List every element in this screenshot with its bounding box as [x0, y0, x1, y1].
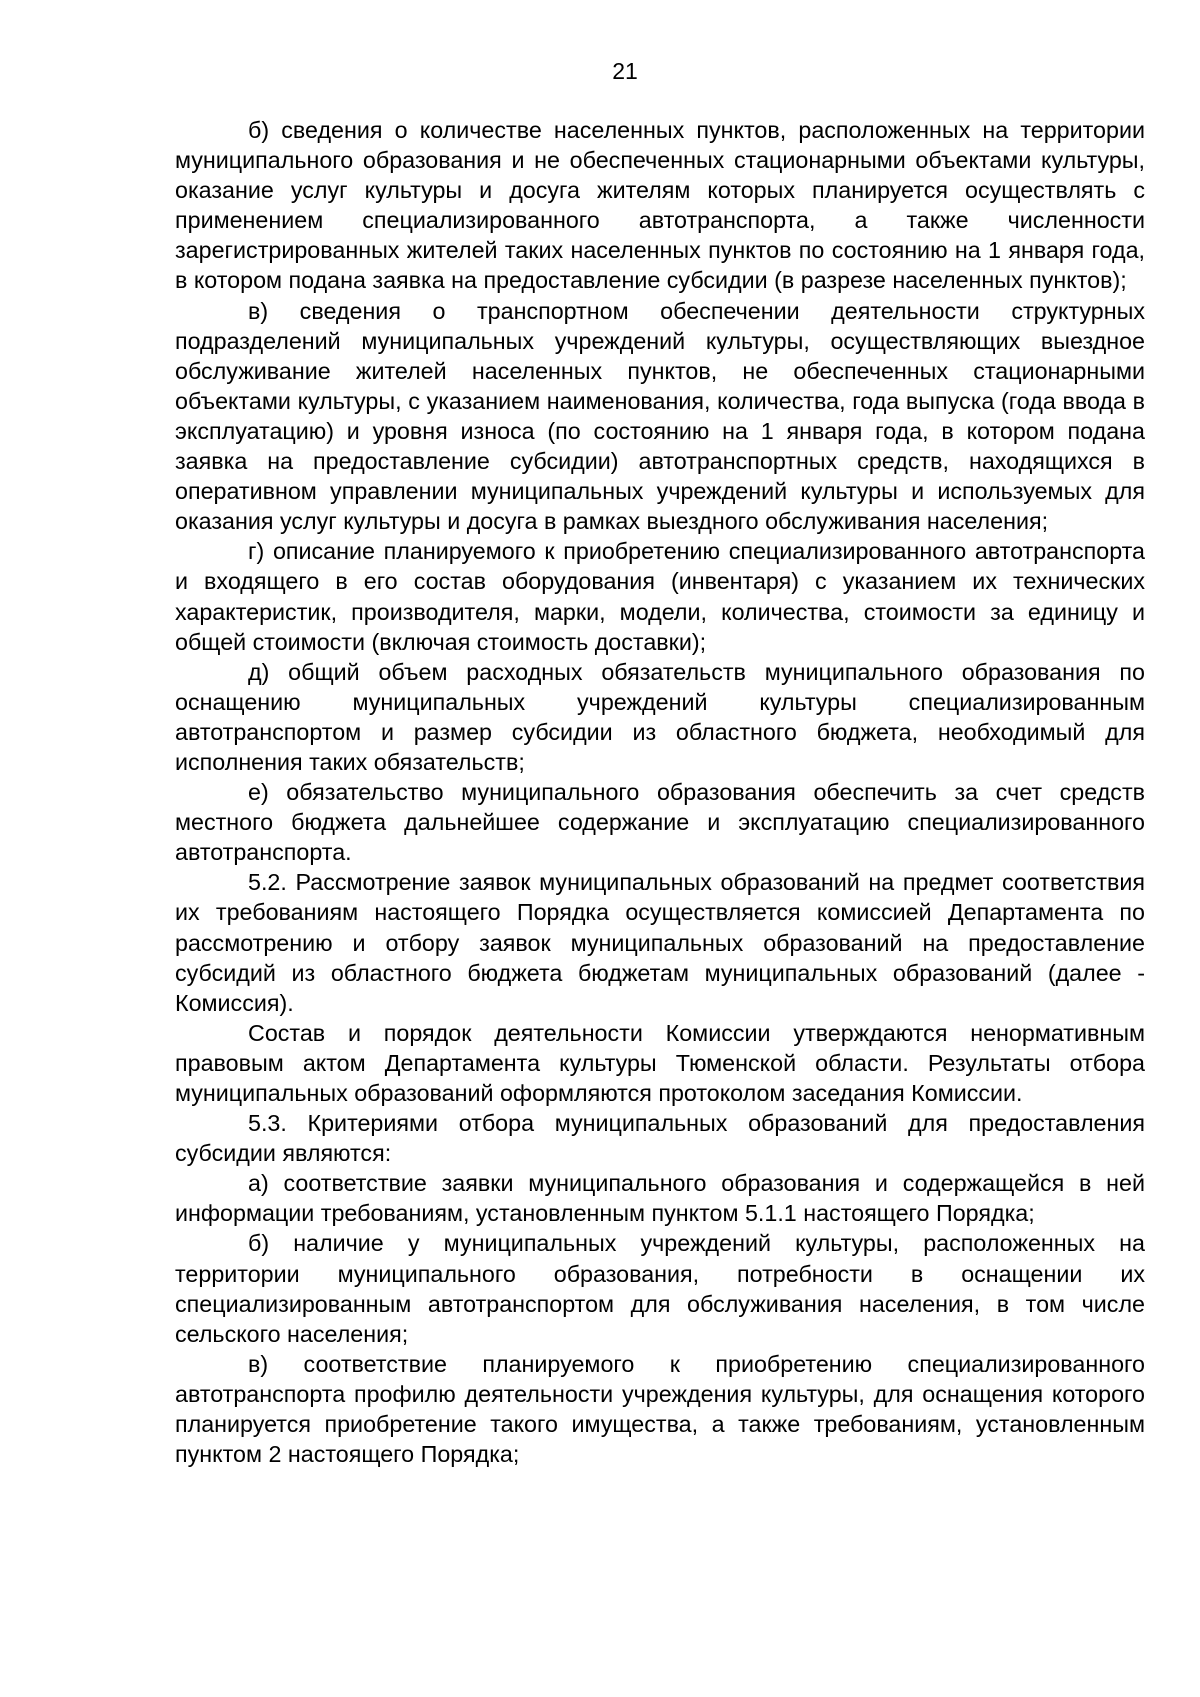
paragraph-v-profile: в) соответствие планируемого к приобретению специализированного автотранспорта профилю деятельности учреждения культуры, для оснащения которого планируется приобретение такого имущества, а также требованиям, установленным пунктом 2 настоящего Порядка; — [175, 1350, 1145, 1468]
paragraph-a-compliance: а) соответствие заявки муниципального образования и содержащейся в ней информации требованиям, установленным пунктом 5.1.1 настоящего Порядка; — [175, 1170, 1145, 1227]
paragraph-g-description: г) описание планируемого к приобретению специализированного автотранспорта и входящего в его состав оборудования (инвентаря) с указанием их технических характеристик, производителя, марки, модели, количества, стоимости за единицу и общей стоимости (включая стоимость доставки); — [175, 538, 1145, 655]
paragraph-5-2-review: 5.2. Рассмотрение заявок муниципальных образований на предмет соответствия их требованиям настоящего Порядка осуществляется комиссией Департамента по рассмотрению и отбору заявок муниципальных образований на предоставление субсидий из областного бюджета бюджетам муниципальных образований (далее - Комиссия). — [175, 869, 1145, 1016]
paragraph-b-settlements: б) сведения о количестве населенных пунктов, расположенных на территории муниципального образования и не обеспеченных стационарными объектами культуры, оказание услуг культуры и досуга жителям которых планируется осуществлять с применением специализированного автотранспорта, а также численности зарегистрированных жителей таких населенных пунктов по состоянию на 1 января года, в котором подана заявка на предоставление субсидии (в разрезе населенных пунктов); — [175, 117, 1145, 294]
paragraph-b-need: б) наличие у муниципальных учреждений культуры, расположенных на территории муниципального образования, потребности в оснащении их специализированным автотранспортом для обслуживания населения, в том числе сельского населения; — [175, 1230, 1145, 1347]
page-number: 21 — [612, 58, 638, 84]
paragraph-commission-composition: Состав и порядок деятельности Комиссии утверждаются ненормативным правовым актом Департамента культуры Тюменской области. Результаты отбора муниципальных образований оформляются протоколом заседания Комиссии. — [175, 1019, 1145, 1106]
document-body — [175, 115, 1145, 1469]
paragraph-5-3-criteria: 5.3. Критериями отбора муниципальных образований для предоставления субсидии являются: — [175, 1110, 1145, 1167]
paragraph-e-obligation: е) обязательство муниципального образования обеспечить за счет средств местного бюджета дальнейшее содержание и эксплуатацию специализированного автотранспорта. — [175, 779, 1145, 866]
paragraph-d-obligations-volume: д) общий объем расходных обязательств муниципального образования по оснащению муниципальных учреждений культуры специализированным автотранспортом и размер субсидии из областного бюджета, необходимый для исполнения таких обязательств; — [175, 658, 1145, 775]
paragraph-v-transport: в) сведения о транспортном обеспечении деятельности структурных подразделений муниципальных учреждений культуры, осуществляющих выездное обслуживание жителей населенных пунктов, не обеспеченных стационарными объектами культуры, с указанием наименования, количества, года выпуска (года ввода в эксплуатацию) и уровня износа (по состоянию на 1 января года, в котором подана заявка на предоставление субсидии) автотранспортных средств, находящихся в оперативном управлении муниципальных учреждений культуры и используемых для оказания услуг культуры и досуга в рамках выездного обслуживания населения; — [175, 297, 1145, 535]
